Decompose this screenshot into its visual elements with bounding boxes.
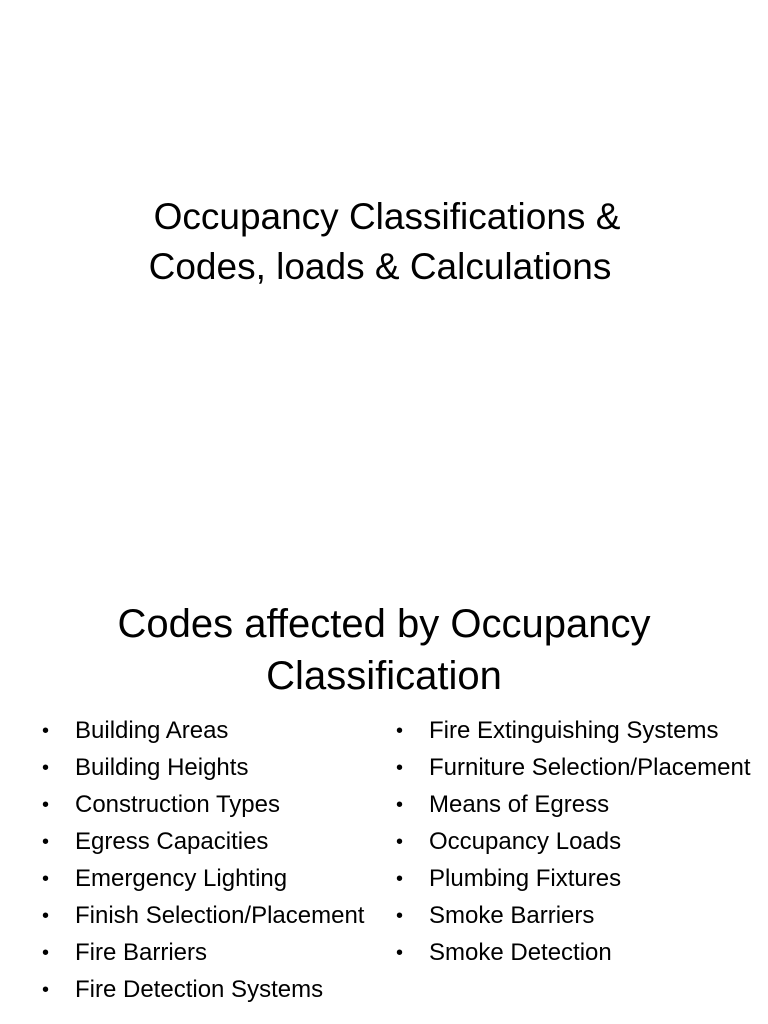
list-item: [396, 938, 756, 968]
list-item-text: Building Heights: [75, 754, 249, 781]
list-item-text: Fire Barriers: [75, 939, 208, 966]
list-item: [42, 901, 372, 931]
bullet-icon: •: [42, 905, 50, 927]
bullet-list-right: [396, 716, 756, 975]
bullet-icon: •: [396, 905, 404, 927]
bullet-icon: •: [42, 794, 50, 816]
list-item: [42, 864, 372, 894]
list-item-text: Construction Types: [75, 791, 280, 818]
list-item: [42, 716, 372, 746]
list-item-text: Emergency Lighting: [75, 865, 288, 892]
bullet-icon: •: [42, 868, 50, 890]
list-item: [396, 864, 756, 894]
list-item-text: Finish Selection/Placement: [75, 902, 365, 929]
list-item: [42, 827, 372, 857]
bullet-icon: •: [396, 942, 404, 964]
section-heading-line-2: Classification: [266, 654, 502, 698]
list-item-text: Furniture Selection/Placement: [429, 754, 751, 781]
slide-title-line-2: Codes, loads & Calculations: [148, 246, 612, 287]
list-item: [42, 975, 372, 1005]
list-item-text: Means of Egress: [429, 791, 610, 818]
slide-title-line-1: Occupancy Classifications &: [153, 196, 621, 237]
list-item: [396, 716, 756, 746]
bullet-icon: •: [42, 720, 50, 742]
list-item: [396, 827, 756, 857]
bullet-list-left: [42, 716, 372, 1012]
bullet-icon: •: [396, 720, 404, 742]
list-item: [42, 790, 372, 820]
bullet-icon: •: [396, 868, 404, 890]
bullet-icon: •: [396, 794, 404, 816]
section-heading: [0, 598, 768, 702]
list-item-text: Smoke Barriers: [429, 902, 595, 929]
bullet-icon: •: [42, 831, 50, 853]
list-item: [396, 753, 756, 783]
list-item: [42, 753, 372, 783]
list-item-text: Smoke Detection: [429, 939, 612, 966]
bullet-icon: •: [396, 831, 404, 853]
slide-title: [0, 192, 768, 292]
list-item: [42, 938, 372, 968]
bullet-icon: •: [42, 979, 50, 1001]
list-item: [396, 901, 756, 931]
list-item: [396, 790, 756, 820]
list-item-text: Egress Capacities: [75, 828, 269, 855]
bullet-icon: •: [42, 942, 50, 964]
list-item-text: Occupancy Loads: [429, 828, 622, 855]
list-item-text: Fire Extinguishing Systems: [429, 717, 719, 744]
list-item-text: Fire Detection Systems: [75, 976, 324, 1003]
list-item-text: Plumbing Fixtures: [429, 865, 622, 892]
bullet-icon: •: [42, 757, 50, 779]
section-heading-line-1: Codes affected by Occupancy: [117, 602, 651, 646]
bullet-icon: •: [396, 757, 404, 779]
list-item-text: Building Areas: [75, 717, 229, 744]
